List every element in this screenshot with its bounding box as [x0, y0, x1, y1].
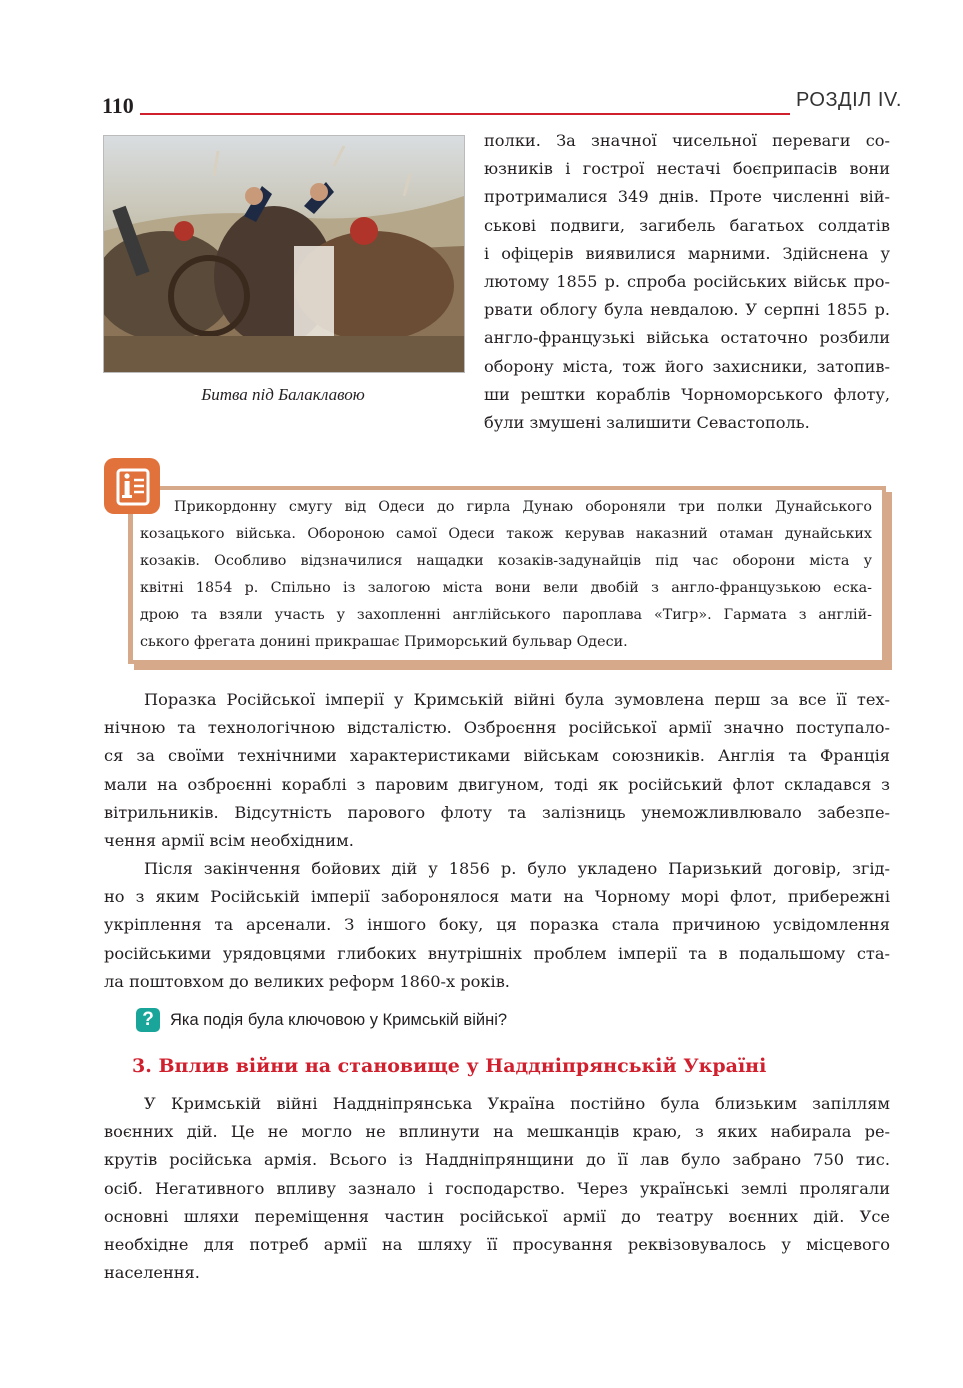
- text-line: населення.: [104, 1263, 200, 1283]
- question-prompt: [136, 1005, 507, 1035]
- header-rule: [140, 113, 790, 115]
- text-line: вітрильників. Відсутність парового флоту та залізниць унеможливлювало забезпе-: [104, 802, 890, 822]
- section-label: РОЗДІЛ IV.: [796, 89, 902, 111]
- text-line: ла поштовхом до великих реформ 1860-х років.: [104, 971, 510, 991]
- text-line: і офіцерів виявилися марними. Здійснена у: [484, 243, 890, 263]
- text-line: протрималися 349 днів. Проте численні вій-: [484, 187, 890, 207]
- text-line: Після закінчення бойових дій у 1856 р. було укладено Паризький договір, згід-: [144, 859, 890, 878]
- section-heading: 3. Вплив війни на становище у Наддніпрянській Україні: [132, 1055, 767, 1077]
- text-line: ши рештки кораблів Чорноморського флоту,: [484, 384, 890, 404]
- page-number: 110: [102, 93, 134, 118]
- text-line: Поразка Російської імперії у Кримській війні була зумовлена перш за все її тех-: [144, 690, 890, 709]
- info-line: Прикордонну смугу від Одеси до гирла Дунаю обороняли три полки Дунайського: [174, 499, 872, 515]
- text-line: чення армії всім необхідним.: [104, 831, 354, 851]
- text-line: основні шляхи переміщення частин російської армії до театру воєнних дій. Усе: [104, 1206, 890, 1226]
- paragraph-1: [104, 686, 890, 855]
- text-line: англо-французькі війська остаточно розбили: [484, 328, 890, 348]
- text-line: оборону міста, тож його захисники, затопив-: [484, 356, 890, 376]
- text-line: но з яким Російській імперії заборонялося мати на Чорному морі флот, прибережні: [104, 887, 890, 907]
- question-mark-icon: ?: [136, 1008, 160, 1032]
- paragraph-2: [104, 855, 890, 996]
- text-line: укріплення та арсенали. З іншого боку, ця поразка стала причиною усвідомлення: [104, 915, 890, 935]
- text-line: У Кримській війні Наддніпрянська Україна постійно була близьким запіллям: [144, 1094, 890, 1113]
- text-line: воєнних дій. Це не могло не вплинути на мешканців краю, з яких набирала ре-: [104, 1122, 890, 1142]
- figure-caption: Битва під Балаклавою: [201, 385, 365, 404]
- info-box-text: [140, 494, 872, 656]
- battle-painting-image: [103, 135, 465, 373]
- paragraph-3: [104, 1090, 890, 1287]
- info-line: ського фрегата донині прикрашає Приморський бульвар Одеси.: [140, 634, 628, 650]
- info-line: козаків. Особливо відзначилися нащадки козаків-задунайців під час оборони міста у: [140, 553, 872, 569]
- text-line: російськими урядовцями глибоких внутрішніх проблем імперії та в подальшому ста-: [104, 943, 890, 963]
- text-line: ся за своїми технічними характеристиками військам союзників. Англія та Франція: [104, 746, 890, 766]
- text-line: мали на озброєнні кораблі з паровим двигуном, тоді як російський флот складався з: [104, 774, 890, 794]
- text-line: лютому 1855 р. спроба російських військ про-: [484, 272, 890, 292]
- text-line: нічною та технологічною відсталістю. Озброєння російської армії значно поступало-: [104, 718, 890, 738]
- text-line: ськові подвиги, загибель багатьох солдатів: [484, 215, 890, 235]
- text-line: полки. За значної чисельної переваги со-: [484, 131, 890, 150]
- column-text: [484, 127, 890, 437]
- text-line: необхідне для потреб армії на шляху її просування реквізовувалось у місцевого: [104, 1235, 890, 1255]
- question-text: Яка подія була ключовою у Кримській війні?: [170, 1010, 508, 1029]
- info-line: дрою та взяли участь у захопленні англійського пароплава «Тигр». Гармата з англій-: [140, 607, 872, 623]
- text-line: осіб. Негативного впливу зазнало і господарство. Через українські землі пролягали: [104, 1178, 890, 1198]
- text-line: рвати облогу була невдалою. У серпні 1855 р.: [484, 300, 890, 320]
- text-line: юзників і гострої нестачі боєприпасів вони: [484, 159, 890, 179]
- info-line: козацького війська. Обороною самої Одеси також керував наказний отаман дунайських: [140, 526, 872, 542]
- info-line: квітні 1854 р. Спільно із залогою міста вони вели двобій з англо-французькою еска-: [140, 580, 872, 596]
- text-line: крутів російська армія. Всього із Наддніпрянщини до її лав було забрано 750 тис.: [104, 1150, 890, 1170]
- text-line: були змушені залишити Севастополь.: [484, 413, 810, 433]
